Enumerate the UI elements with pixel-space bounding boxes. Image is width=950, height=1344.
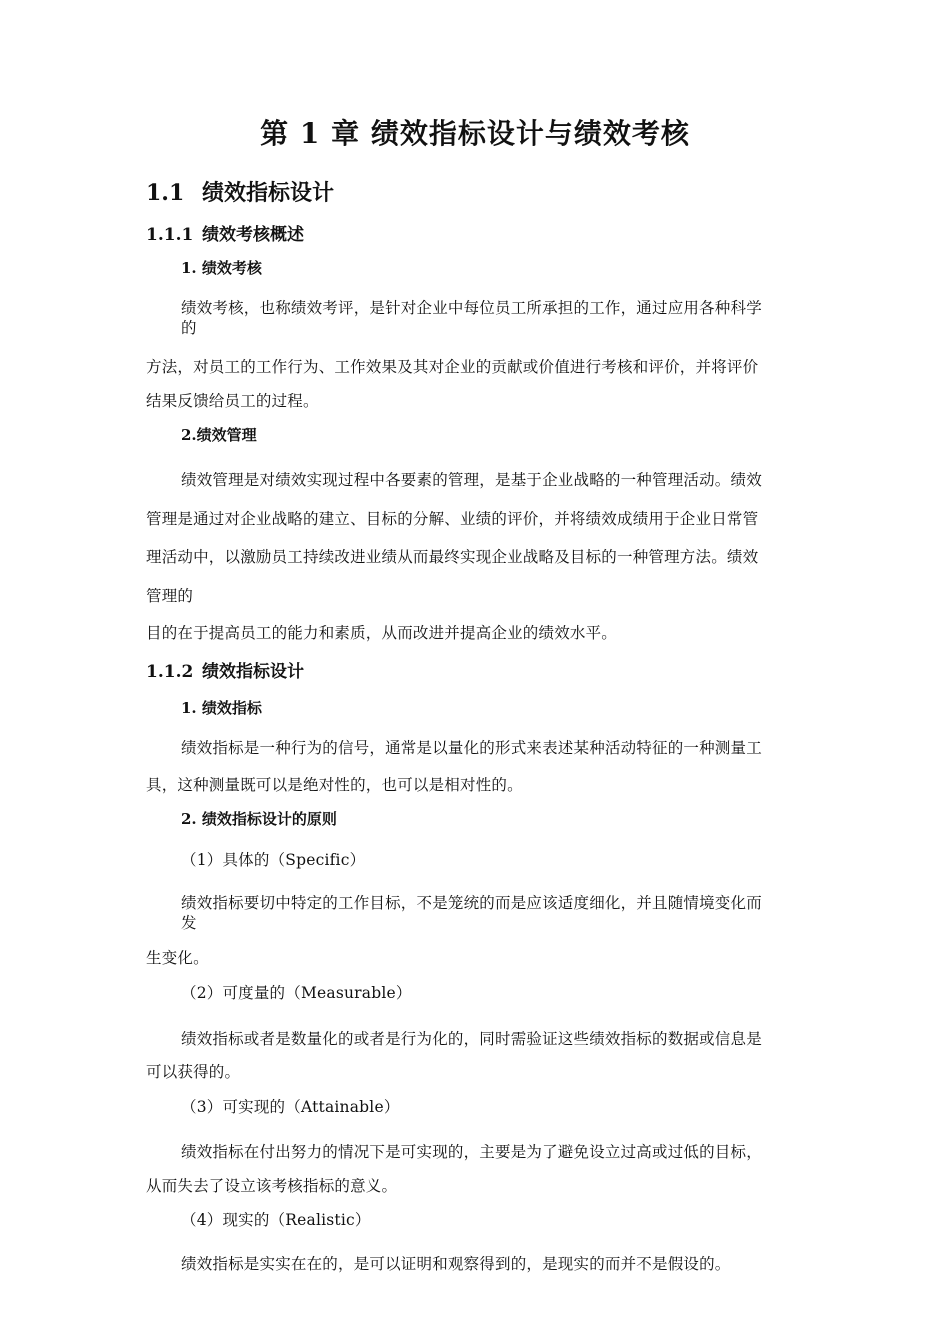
paragraph-line: 绩效考核，也称绩效考评，是针对企业中每位员工所承担的工作，通过应用各种科学 bbox=[181, 299, 762, 317]
principle-label: （4）现实的（Realistic） bbox=[181, 1211, 371, 1229]
subsection-number: 1.1.2 bbox=[146, 662, 194, 682]
paragraph-line: 结果反馈给员工的过程。 bbox=[146, 392, 319, 410]
section-title: 绩效指标设计 bbox=[202, 180, 335, 206]
principle-label: （2）可度量的（Measurable） bbox=[181, 984, 412, 1002]
paragraph-line: 理活动中，以激励员工持续改进业绩从而最终实现企业战略及目标的一种管理方法。绩效 bbox=[146, 548, 759, 566]
principle-label: （1）具体的（Specific） bbox=[181, 851, 366, 869]
section-number: 1.1 bbox=[146, 180, 185, 206]
paragraph-line: 绩效指标要切中特定的工作目标，不是笼统的而是应该适度细化，并且随情境变化而 bbox=[181, 894, 762, 912]
paragraph-line: 绩效指标在付出努力的情况下是可实现的，主要是为了避免设立过高或过低的目标， bbox=[181, 1143, 762, 1161]
subsection-title: 绩效指标设计 bbox=[202, 662, 304, 682]
paragraph-line: 从而失去了设立该考核指标的意义。 bbox=[146, 1177, 398, 1195]
paragraph-line: 生变化。 bbox=[146, 949, 209, 967]
paragraph-line: 可以获得的。 bbox=[146, 1063, 241, 1081]
subsection-heading-1-1-1 bbox=[146, 220, 304, 245]
paragraph-line: 具，这种测量既可以是绝对性的，也可以是相对性的。 bbox=[146, 776, 523, 794]
paragraph-line: 绩效指标是实实在在的，是可以证明和观察得到的，是现实的而并不是假设的。 bbox=[181, 1255, 731, 1273]
section-heading-1-1 bbox=[146, 176, 334, 207]
paragraph-line: 目的在于提高员工的能力和素质，从而改进并提高企业的绩效水平。 bbox=[146, 624, 618, 642]
paragraph-line: 发 bbox=[181, 914, 197, 932]
subsection-number: 1.1.1 bbox=[146, 225, 194, 245]
item-heading: 1. 绩效指标 bbox=[181, 699, 262, 717]
item-heading: 1. 绩效考核 bbox=[181, 259, 262, 277]
paragraph-line: 管理的 bbox=[146, 587, 194, 605]
subsection-title: 绩效考核概述 bbox=[202, 225, 304, 245]
subsection-heading-1-1-2 bbox=[146, 657, 304, 682]
item-heading: 2. 绩效指标设计的原则 bbox=[181, 810, 337, 828]
paragraph-line: 绩效管理是对绩效实现过程中各要素的管理，是基于企业战略的一种管理活动。绩效 bbox=[181, 471, 762, 489]
paragraph-line: 方法，对员工的工作行为、工作效果及其对企业的贡献或价值进行考核和评价，并将评价 bbox=[146, 358, 759, 376]
paragraph-line: 绩效指标是一种行为的信号，通常是以量化的形式来表述某种活动特征的一种测量工 bbox=[181, 739, 762, 757]
chapter-title: 第 1 章 绩效指标设计与绩效考核 bbox=[260, 117, 690, 150]
paragraph-line: 绩效指标或者是数量化的或者是行为化的，同时需验证这些绩效指标的数据或信息是 bbox=[181, 1030, 762, 1048]
paragraph-line: 管理是通过对企业战略的建立、目标的分解、业绩的评价，并将绩效成绩用于企业日常管 bbox=[146, 510, 759, 528]
principle-label: （3）可实现的（Attainable） bbox=[181, 1098, 400, 1116]
item-heading: 2.绩效管理 bbox=[181, 426, 257, 444]
paragraph-line: 的 bbox=[181, 319, 197, 337]
